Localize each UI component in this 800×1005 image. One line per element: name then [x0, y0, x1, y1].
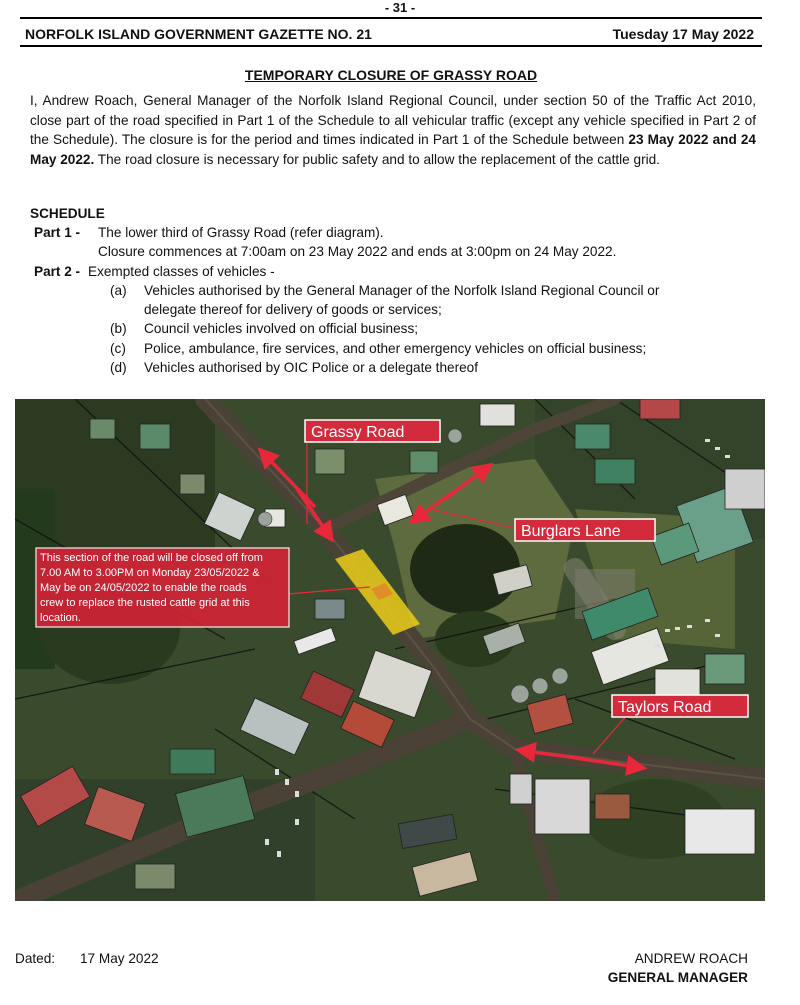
callout-line-3: May be on 24/05/2022 to enable the roads — [40, 582, 247, 594]
gazette-date: Tuesday 17 May 2022 — [612, 26, 754, 42]
part1-label: Part 1 - — [34, 225, 81, 240]
header-rule-bottom — [20, 45, 762, 47]
label-taylors-road: Taylors Road — [618, 699, 712, 716]
notice-text-start: I, Andrew Roach, General Manager of the Norfolk Island Regional Council, under section 50 of the Traffic Act 2010, close part of the road specified in Part 1 of the Schedule to all vehicular traffic (except any vehicle specified in Part 2 of the Schedule). The closure is for the period and times indicated in Part 1 of the Schedule between — [30, 93, 756, 147]
dated-label: Dated: — [15, 951, 56, 966]
notice-dates: 23 May 2022 and 24 May 2022. — [30, 132, 756, 167]
part1-line2: Closure commences at 7:00am on 23 May 2022 and ends at 3:00pm on 24 May 2022. — [98, 244, 617, 259]
item-b-marker: (b) — [110, 321, 127, 336]
label-grassy-road: Grassy Road — [311, 424, 405, 441]
item-c-line1: Police, ambulance, fire services, and other emergency vehicles on official business; — [144, 341, 647, 356]
notice-title: TEMPORARY CLOSURE OF GRASSY ROAD — [244, 67, 538, 83]
callout-line-5: location. — [40, 612, 81, 624]
item-a-line1: Vehicles authorised by the General Manager of the Norfolk Island Regional Council or — [144, 283, 660, 298]
dated-value: 17 May 2022 — [80, 951, 159, 966]
header-rule-top — [20, 17, 762, 19]
part1-line1: The lower third of Grassy Road (refer diagram). — [98, 225, 384, 240]
signatory-name: ANDREW ROACH — [634, 951, 748, 966]
aerial-map — [15, 399, 765, 901]
item-c-marker: (c) — [110, 341, 126, 356]
part2-label: Part 2 - — [34, 264, 81, 279]
callout-line-2: 7.00 AM to 3.00PM on Monday 23/05/2022 & — [40, 567, 260, 579]
callout-line-1: This section of the road will be closed off from — [40, 552, 263, 564]
callout-line-4: crew to replace the rusted cattle grid at this — [40, 597, 250, 609]
schedule-heading: SCHEDULE — [30, 206, 105, 221]
item-d-line1: Vehicles authorised by OIC Police or a delegate thereof — [144, 360, 479, 375]
signatory-title: GENERAL MANAGER — [607, 970, 748, 985]
notice-paragraph — [30, 91, 756, 169]
gazette-title: NORFOLK ISLAND GOVERNMENT GAZETTE NO. 21 — [25, 26, 372, 42]
item-a-marker: (a) — [110, 283, 127, 298]
label-burglars-lane: Burglars Lane — [521, 523, 621, 540]
item-d-marker: (d) — [110, 360, 127, 375]
notice-text-end: The road closure is necessary for public safety and to allow the replacement of the cattle grid. — [94, 151, 660, 167]
item-a-line2: delegate thereof for delivery of goods or services; — [144, 302, 442, 317]
item-b-line1: Council vehicles involved on official business; — [144, 321, 419, 336]
part2-text: Exempted classes of vehicles - — [88, 264, 275, 279]
page-number: - 31 - — [384, 0, 416, 15]
